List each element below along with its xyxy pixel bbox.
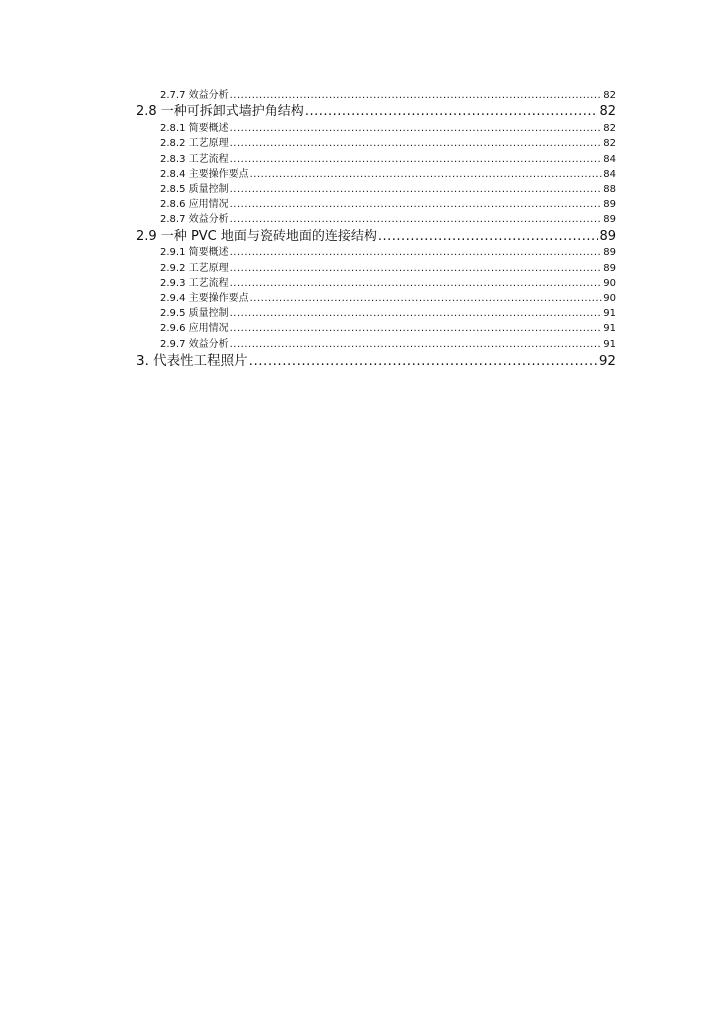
toc-entry-title: 2.9.5 质量控制: [160, 308, 229, 320]
toc-dot-leader: [230, 261, 603, 276]
toc-page-number: 84: [603, 153, 616, 165]
toc-dot-leader: [230, 246, 603, 261]
toc-entry-3[interactable]: [136, 352, 616, 371]
toc-entry-title: 2.9.4 主要操作要点: [160, 293, 249, 305]
toc-entry-2-7-7[interactable]: [136, 88, 616, 103]
toc-entry-title: 2.8.7 效益分析: [160, 214, 229, 226]
toc-entry-2-8-3[interactable]: [136, 152, 616, 167]
toc-dot-leader: [230, 212, 603, 227]
toc-entry-title: 2.8.2 工艺原理: [160, 138, 229, 150]
toc-dot-leader: [230, 121, 603, 136]
toc-entry-title: 2.8.4 主要操作要点: [160, 168, 249, 180]
toc-entry-title: 2.9.2 工艺原理: [160, 262, 229, 274]
toc-page-number: 89: [603, 214, 616, 226]
toc-entry-2-9-2[interactable]: [136, 261, 616, 276]
toc-dot-leader: [230, 197, 603, 212]
toc-dot-leader: [250, 167, 603, 182]
toc-dot-leader: [230, 337, 603, 352]
toc-entry-title: 2.8.5 质量控制: [160, 183, 229, 195]
toc-entry-title: 2.7.7 效益分析: [160, 89, 229, 101]
toc-page-number: 82: [603, 123, 616, 135]
toc-entry-title: 2.8.3 工艺流程: [160, 153, 229, 165]
toc-dot-leader: [250, 291, 603, 306]
toc-entry-title: 2.9 一种 PVC 地面与瓷砖地面的连接结构: [136, 228, 377, 244]
toc-page-number: 89: [603, 247, 616, 259]
toc-entry-2-8-6[interactable]: [136, 197, 616, 212]
table-of-contents: [136, 88, 616, 371]
toc-page-number: 82: [599, 104, 616, 120]
toc-page-number: 82: [603, 138, 616, 150]
toc-dot-leader: [230, 182, 603, 197]
toc-page-number: 90: [603, 277, 616, 289]
toc-entry-title: 2.9.7 效益分析: [160, 338, 229, 350]
toc-entry-2-8-5[interactable]: [136, 182, 616, 197]
toc-entry-2-8-1[interactable]: [136, 121, 616, 136]
toc-dot-leader: [230, 276, 603, 291]
toc-entry-2-9-4[interactable]: [136, 291, 616, 306]
toc-entry-2-8-4[interactable]: [136, 167, 616, 182]
toc-entry-2-9-7[interactable]: [136, 337, 616, 352]
toc-entry-2-9[interactable]: [136, 228, 616, 246]
toc-page-number: 91: [603, 323, 616, 335]
toc-page-number: 89: [603, 199, 616, 211]
toc-page-number: 88: [603, 183, 616, 195]
toc-entry-2-8-7[interactable]: [136, 212, 616, 227]
toc-entry-title: 2.8.1 简要概述: [160, 123, 229, 135]
toc-page-number: 91: [603, 308, 616, 320]
toc-entry-2-9-1[interactable]: [136, 246, 616, 261]
toc-entry-2-8-2[interactable]: [136, 136, 616, 151]
toc-entry-2-9-6[interactable]: [136, 321, 616, 336]
toc-entry-2-9-5[interactable]: [136, 306, 616, 321]
toc-entry-title: 2.8 一种可拆卸式墙护角结构: [136, 104, 304, 120]
toc-entry-2-8[interactable]: [136, 103, 616, 121]
toc-entry-title: 2.9.3 工艺流程: [160, 277, 229, 289]
toc-page-number: 91: [603, 338, 616, 350]
toc-entry-2-9-3[interactable]: [136, 276, 616, 291]
toc-dot-leader: [230, 152, 603, 167]
toc-page-number: 92: [598, 352, 616, 369]
toc-dot-leader: [230, 88, 603, 103]
toc-entry-title: 2.8.6 应用情况: [160, 199, 229, 211]
toc-entry-title: 2.9.1 简要概述: [160, 247, 229, 259]
toc-dot-leader: [249, 352, 598, 371]
toc-entry-title: 3. 代表性工程照片: [136, 352, 248, 369]
toc-page-number: 89: [603, 262, 616, 274]
toc-dot-leader: [378, 228, 599, 246]
toc-dot-leader: [230, 321, 603, 336]
toc-page-number: 82: [603, 89, 616, 101]
toc-entry-title: 2.9.6 应用情况: [160, 323, 229, 335]
toc-dot-leader: [230, 306, 603, 321]
toc-dot-leader: [305, 103, 599, 121]
toc-page-number: 90: [603, 293, 616, 305]
toc-page-number: 89: [599, 228, 616, 244]
toc-page-number: 84: [603, 168, 616, 180]
toc-dot-leader: [230, 136, 603, 151]
